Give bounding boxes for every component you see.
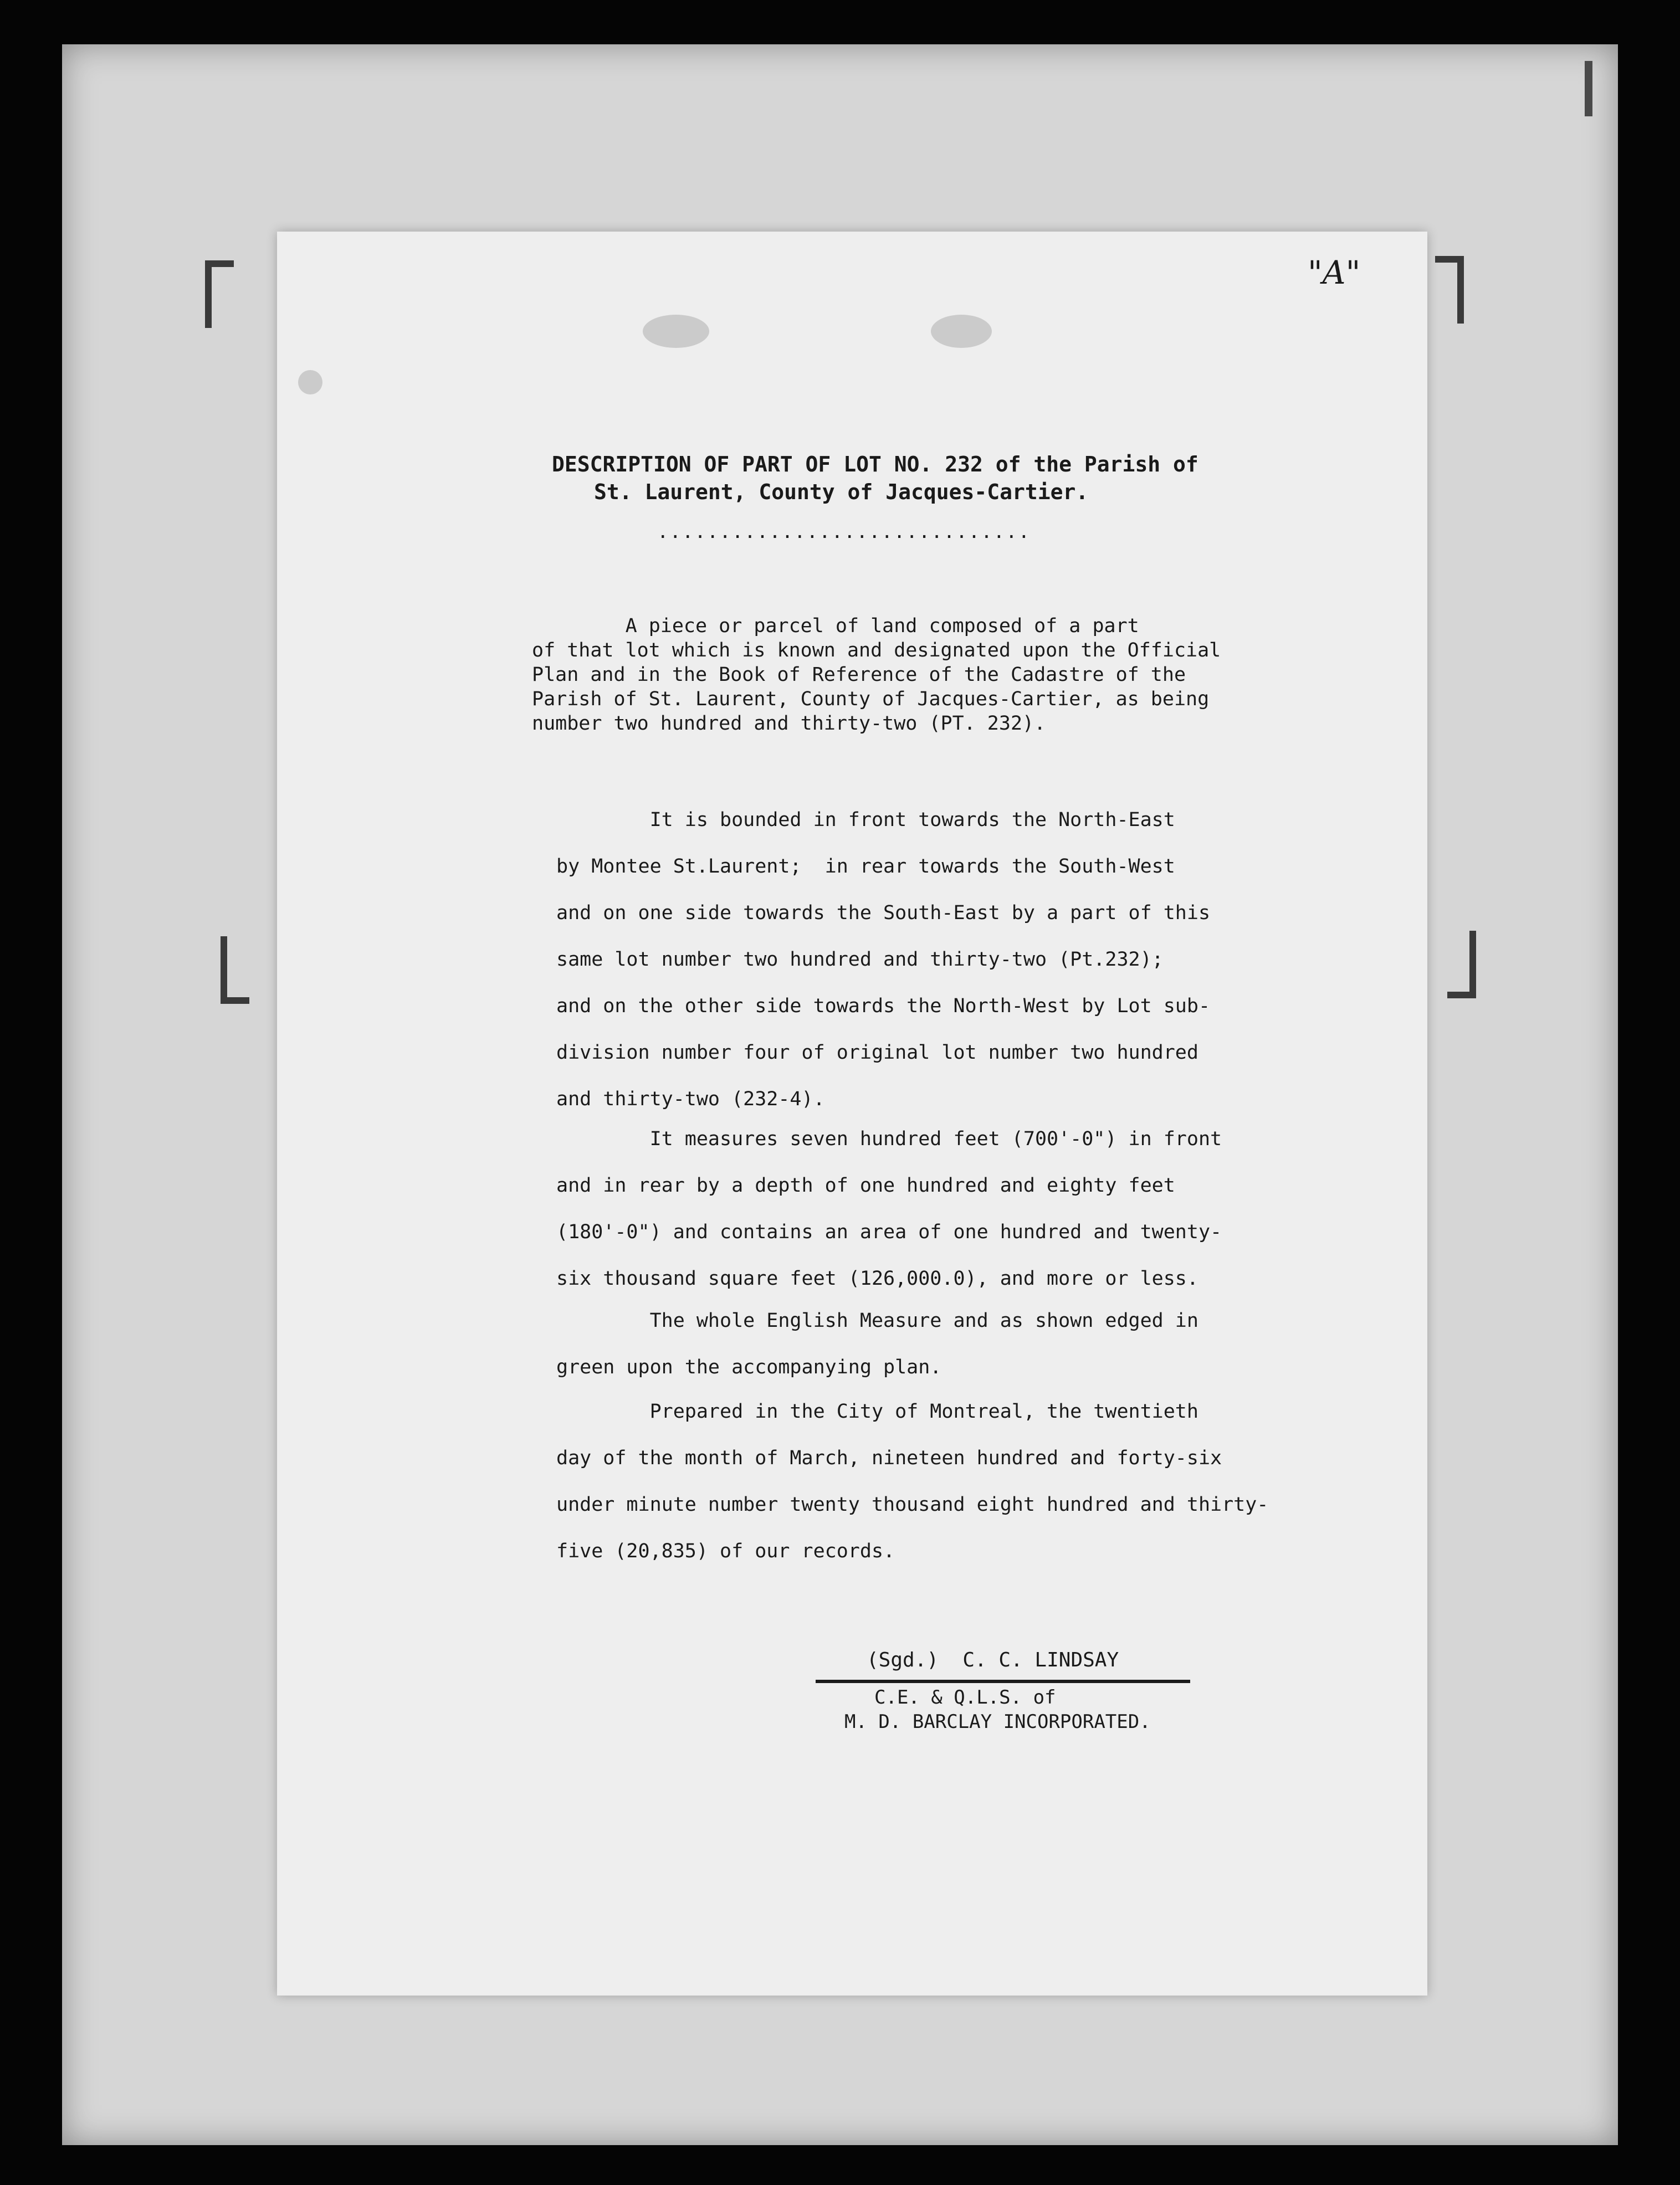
signature-title-line-2: M. D. BARCLAY INCORPORATED.: [844, 1711, 1151, 1733]
crop-mark-top-right: [1435, 256, 1464, 324]
paper-scuff: [298, 370, 322, 394]
signature-rule: [816, 1680, 1190, 1683]
paragraph-preparation: Prepared in the City of Montreal, the twentieth day of the month of March, nineteen hundred and forty-six under minute number twenty thousand eight hundred and thirty- five (20,835) of our records.: [556, 1401, 1269, 1562]
film-edge-mark: [1585, 61, 1592, 116]
exhibit-mark: "A": [1308, 254, 1361, 291]
crop-mark-bottom-right: [1447, 931, 1476, 998]
paper-scuff: [643, 315, 709, 348]
signature-title-line-1: C.E. & Q.L.S. of: [874, 1686, 1056, 1709]
document-page: [277, 232, 1427, 1996]
paragraph-land-description: A piece or parcel of land composed of a part of that lot which is known and designated upon the Official Plan and in the Book of Reference of the Cadastre of the Parish of St. Laurent, County of Jacques-Cartier, as being number two hundred and thirty-two (PT. 232).: [532, 615, 1221, 735]
signature: (Sgd.) C. C. LINDSAY: [867, 1649, 1119, 1671]
document-title-line-1: DESCRIPTION OF PART OF LOT NO. 232 of the Parish of: [552, 452, 1198, 476]
crop-mark-bottom-left: [221, 936, 249, 1004]
paper-scuff: [931, 315, 992, 348]
crop-mark-top-left: [205, 260, 234, 328]
paragraph-measurements: It measures seven hundred feet (700'-0") in front and in rear by a depth of one hundred and eighty feet (180'-0") and contains an area of one hundred and twenty- six thousand square feet (126,000.0), and more or less.: [556, 1128, 1222, 1290]
paragraph-boundaries: It is bounded in front towards the North-East by Montee St.Laurent; in rear towards the South-West and on one side towards the South-East by a part of this same lot number two hundred and thirty-two (Pt.232); and on the other side towards the North-West by Lot sub- division number four of original lot number two hundred and thirty-two (232-4).: [556, 809, 1211, 1110]
paragraph-measure-note: The whole English Measure and as shown edged in green upon the accompanying plan.: [556, 1310, 1198, 1378]
document-title-line-2: St. Laurent, County of Jacques-Cartier.: [594, 480, 1089, 504]
title-divider: ..............................: [657, 521, 1031, 543]
